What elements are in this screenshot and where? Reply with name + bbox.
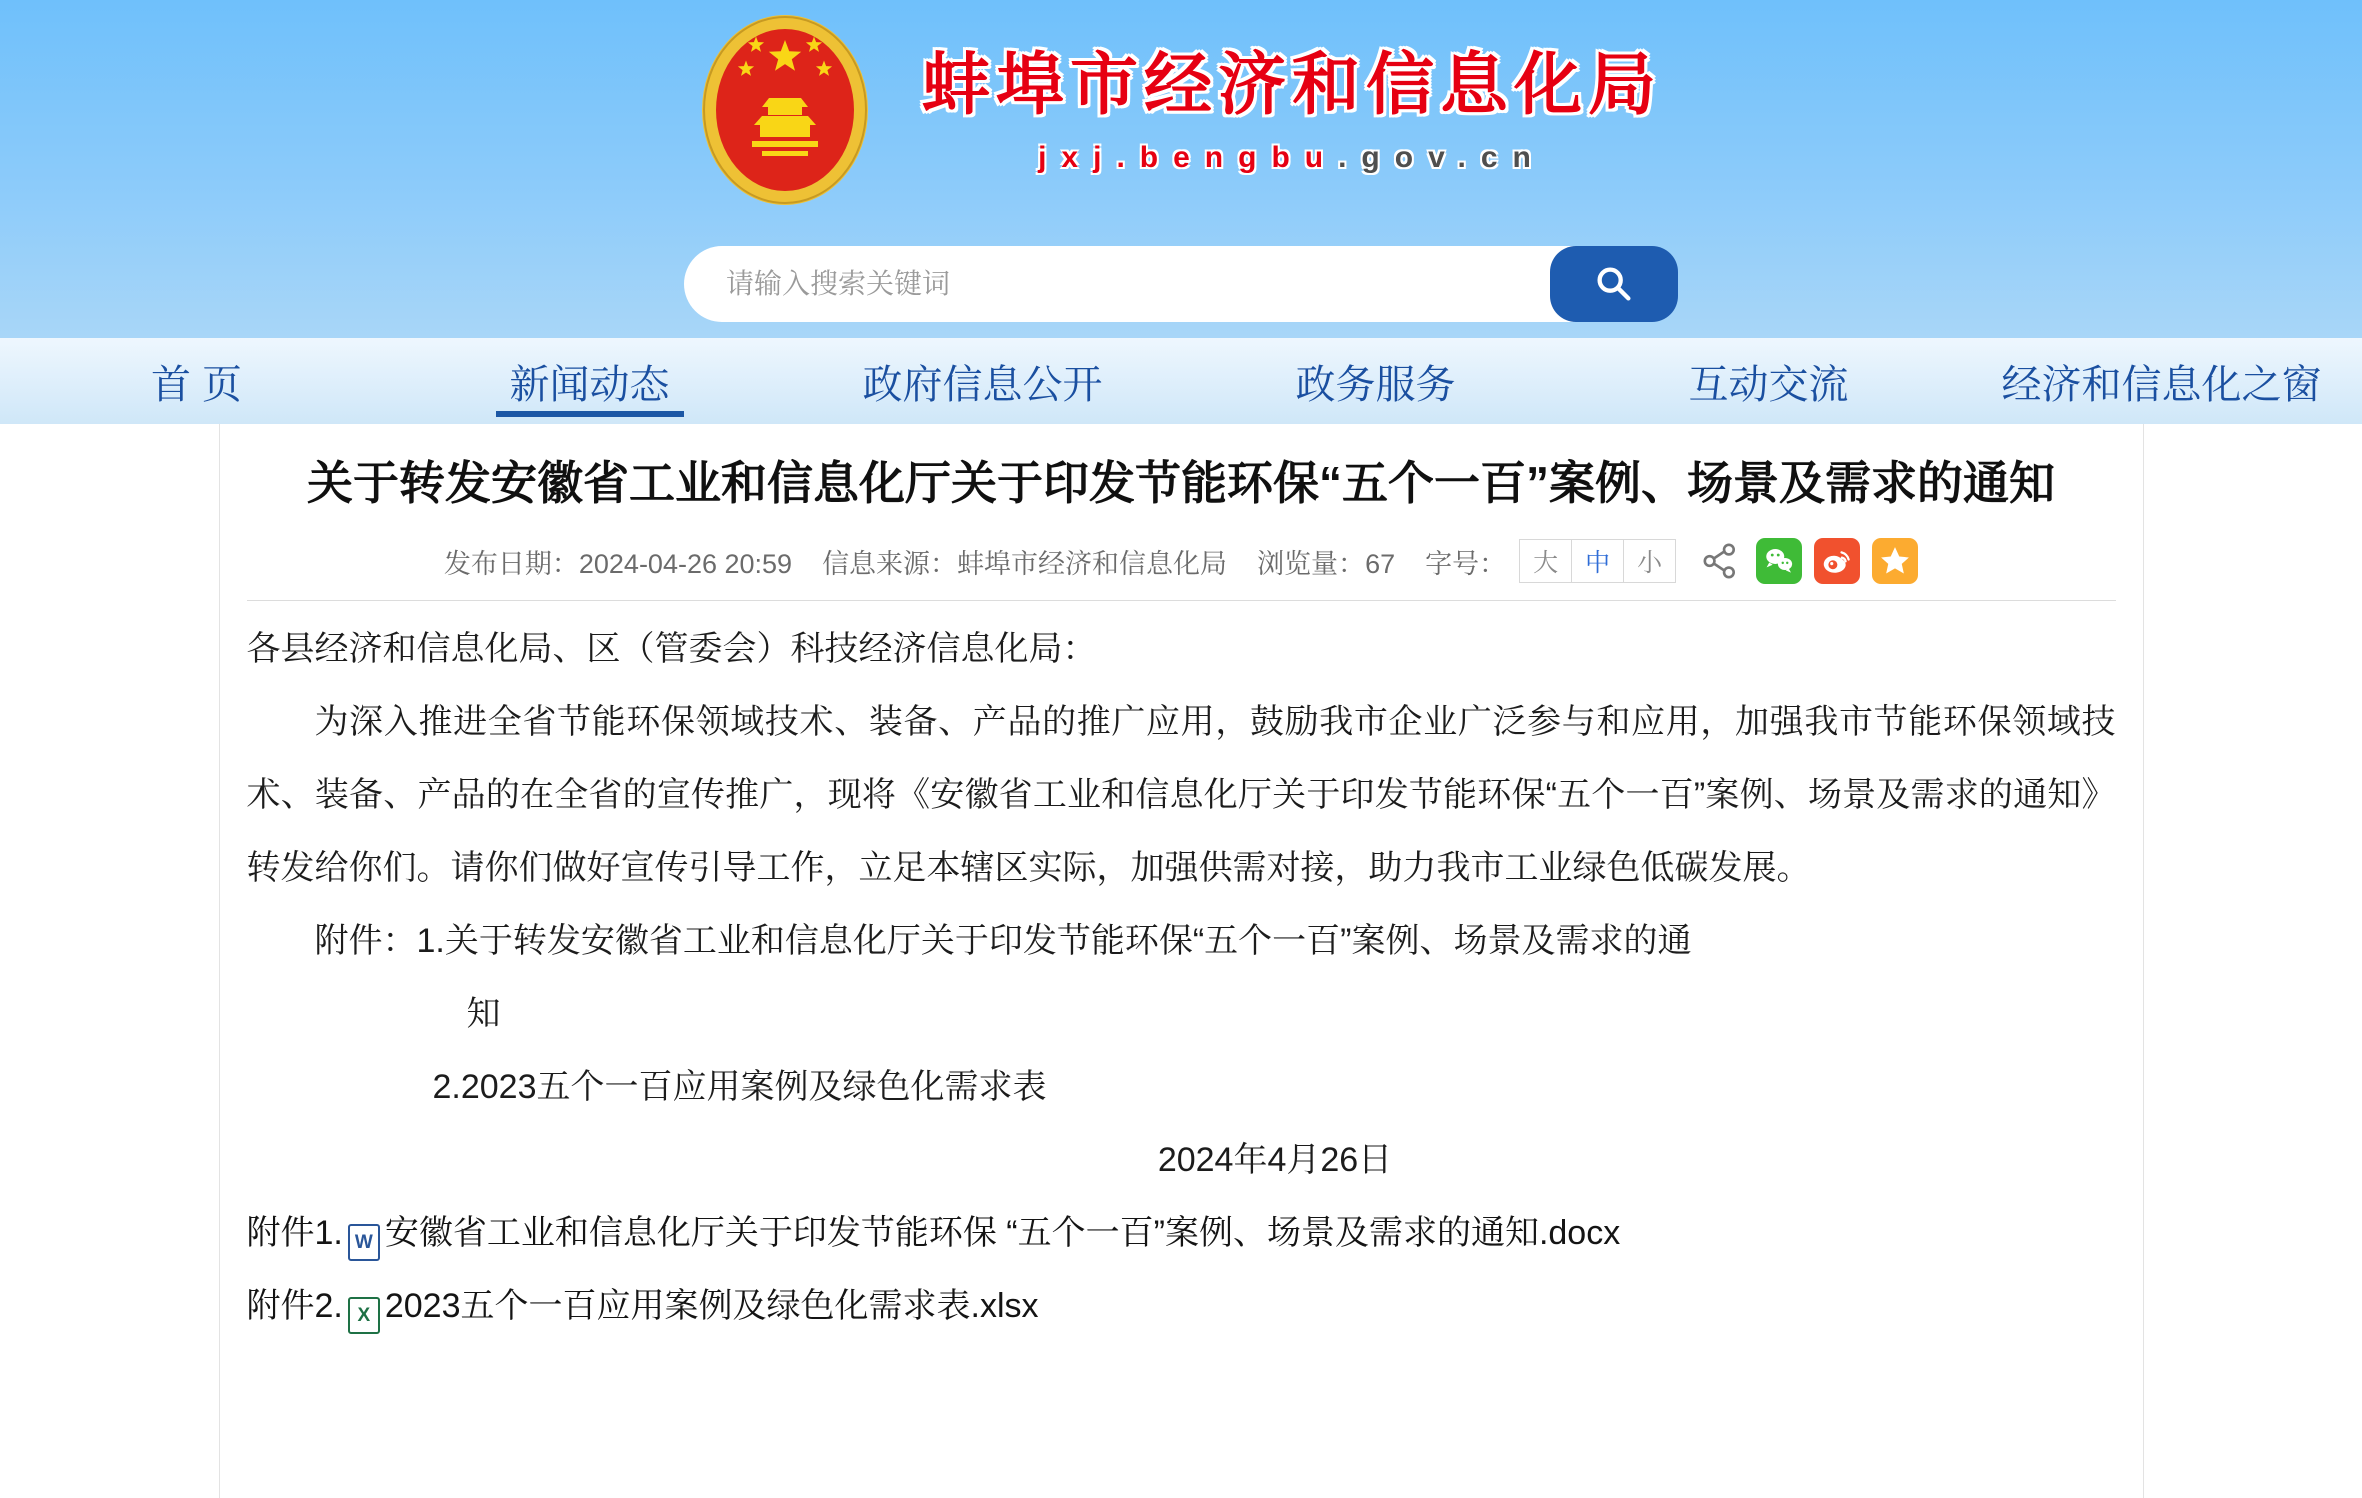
fontsize-small-button[interactable]: 小 bbox=[1623, 539, 1676, 583]
content-area bbox=[0, 424, 2362, 1498]
info-source bbox=[822, 542, 1227, 581]
search-button[interactable] bbox=[1550, 246, 1678, 322]
search-bar bbox=[684, 246, 1678, 322]
site-title: 蚌埠市经济和信息化局 bbox=[921, 47, 1662, 123]
article-card bbox=[219, 424, 2144, 1498]
attachment-file-link[interactable]: 2023五个一百应用案例及绿色化需求表.xlsx bbox=[384, 1287, 1039, 1325]
publish-date bbox=[444, 542, 792, 581]
excel-doc-icon: X bbox=[348, 1297, 380, 1334]
salutation-line: 各县经济和信息化局、区（管委会）科技经济信息化局： bbox=[246, 630, 1097, 668]
view-count-value: 67 bbox=[1365, 548, 1396, 579]
nav-item-interaction[interactable] bbox=[1572, 338, 1965, 424]
weibo-icon bbox=[1819, 543, 1855, 579]
attachment-note-line1: 附件：1.关于转发安徽省工业和信息化厅关于印发节能环保“五个一百”案例、场景及需求的通 bbox=[314, 922, 1692, 960]
search-icon bbox=[1591, 261, 1637, 307]
document-date: 2024年4月26日 bbox=[1157, 1141, 1393, 1179]
fontsize-large-button[interactable]: 大 bbox=[1519, 539, 1572, 583]
site-url-domain: jxj.bengbu bbox=[1038, 141, 1339, 174]
site-identity bbox=[922, 45, 1662, 175]
site-url bbox=[922, 141, 1662, 175]
info-source-value: 蚌埠市经济和信息化局 bbox=[957, 548, 1228, 579]
nav-item-gov-info[interactable] bbox=[786, 338, 1179, 424]
fontsize-buttons bbox=[1520, 539, 1676, 583]
view-count-label: 浏览量： bbox=[1257, 548, 1366, 579]
nav-item-home[interactable] bbox=[0, 338, 393, 424]
article-body bbox=[247, 613, 2116, 1197]
attachment-row-2 bbox=[247, 1270, 2116, 1343]
view-count bbox=[1257, 542, 1395, 581]
search-row bbox=[0, 246, 2362, 322]
site-banner bbox=[0, 0, 2362, 338]
main-nav bbox=[0, 338, 2362, 424]
fontsize-medium-button[interactable]: 中 bbox=[1571, 539, 1624, 583]
nav-item-label: 新闻动态 bbox=[509, 362, 670, 407]
attachment-label: 附件1. bbox=[246, 1214, 343, 1252]
nav-item-label: 互动交流 bbox=[1688, 362, 1849, 407]
nav-item-label: 首 页 bbox=[150, 362, 243, 407]
national-emblem-icon bbox=[700, 13, 870, 207]
share-button[interactable] bbox=[1698, 538, 1744, 584]
main-paragraph: 为深入推进全省节能环保领域技术、装备、产品的推广应用，鼓励我市企业广泛参与和应用，加强我市节能环保领域技术、装备、产品的在全省的宣传推广，现将《安徽省工业和信息化厅关于印发节能环保“五个一百”案例、场景及需求的通知》转发给你们。请你们做好宣传引导工作，立足本辖区实际，加强供需对接，助力我市工业绿色低碳发展。 bbox=[246, 703, 2116, 887]
weibo-share-button[interactable] bbox=[1814, 538, 1860, 584]
attachment-row-1 bbox=[247, 1197, 2116, 1270]
publish-date-label: 发布日期： bbox=[443, 548, 579, 579]
info-source-label: 信息来源： bbox=[822, 548, 958, 579]
wechat-share-button[interactable] bbox=[1756, 538, 1802, 584]
nav-item-label: 经济和信息化之窗 bbox=[2001, 362, 2322, 407]
nav-item-label: 政务服务 bbox=[1295, 362, 1456, 407]
attachment-file-link[interactable]: 安徽省工业和信息化厅关于印发节能环保 “五个一百”案例、场景及需求的通知.docx bbox=[384, 1214, 1621, 1252]
attachment-note-line3: 2.2023五个一百应用案例及绿色化需求表 bbox=[432, 1068, 1047, 1106]
site-url-suffix: .gov.cn bbox=[1338, 141, 1546, 174]
nav-item-industry-window[interactable] bbox=[1965, 338, 2358, 424]
word-doc-icon: W bbox=[348, 1224, 380, 1261]
attachment-label: 附件2. bbox=[246, 1287, 343, 1325]
nav-item-services[interactable] bbox=[1179, 338, 1572, 424]
nav-item-label: 政府信息公开 bbox=[862, 362, 1103, 407]
publish-date-value: 2024-04-26 20:59 bbox=[578, 548, 793, 579]
nav-item-news[interactable] bbox=[393, 338, 786, 424]
meta-divider bbox=[247, 600, 2116, 601]
qzone-share-button[interactable] bbox=[1872, 538, 1918, 584]
share-nodes-icon bbox=[1700, 540, 1742, 582]
search-input[interactable] bbox=[684, 246, 1678, 322]
article-title: 关于转发安徽省工业和信息化厅关于印发节能环保“五个一百”案例、场景及需求的通知 bbox=[307, 457, 2055, 509]
banner-identity bbox=[0, 0, 2362, 210]
qzone-star-icon bbox=[1877, 543, 1913, 579]
article-meta-row bbox=[247, 538, 2116, 584]
fontsize-label: 字号： bbox=[1425, 548, 1507, 579]
wechat-icon bbox=[1761, 543, 1797, 579]
attachment-note-line2: 知 bbox=[466, 995, 501, 1033]
attachment-links bbox=[247, 1197, 2116, 1343]
